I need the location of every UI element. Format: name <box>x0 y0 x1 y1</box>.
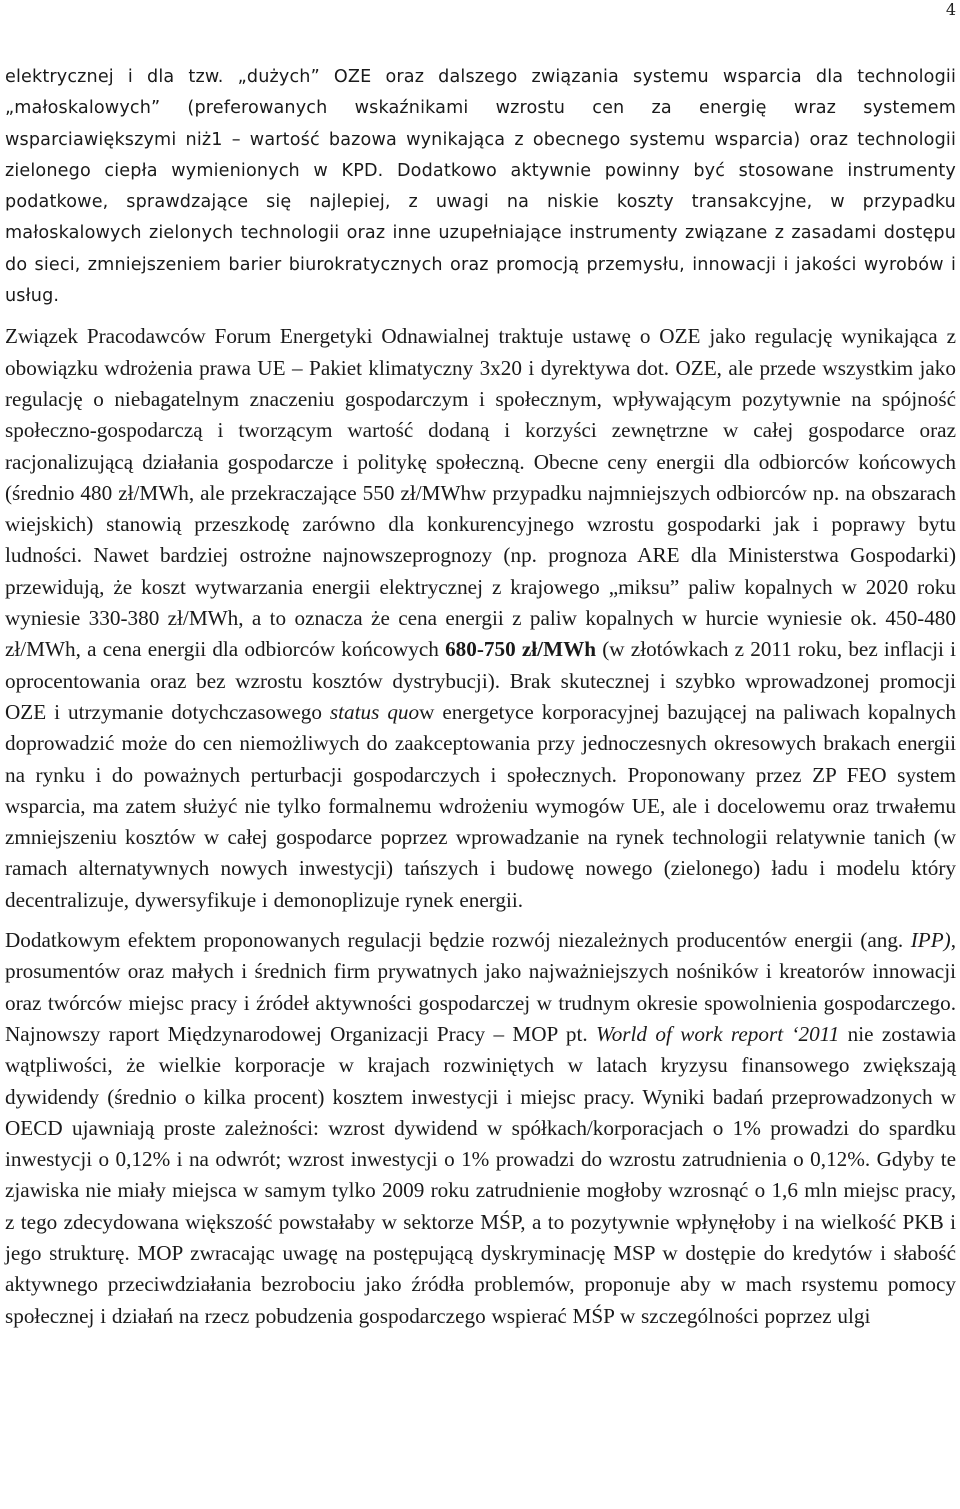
paragraph-3-ipp: IPP) <box>910 928 951 953</box>
paragraph-1-text: elektrycznej i dla tzw. „dużych” OZE oraz dalszego związania systemu wsparcia dla technologii „małoskalowych” (preferowanych wskaźnikami wzrostu cen za energię wraz systemem wsparciawiększymi niż1 – wartość bazowa wynikająca z obecnego systemu wsparcia) oraz technologii zielonego ciepła wymienionych w KPD. Dodatkowo aktywnie powinny być stosowane instrumenty podatkowe, sprawdzające się najlepiej, z uwagi na niskie koszty transakcyjne, w przypadku małoskalowych zielonych technologii oraz inne uzupełniające instrumenty związane z zasadami dostępu do sieci, zmniejszeniem barier biurokratycznych oraz promocją przemysłu, innowacji i jakości wyrobów i usług. <box>5 67 956 307</box>
paragraph-2-text-b: (w złotówkach z 2011 roku, bez inflacji i oprocentowania oraz bez wzrostu kosztów dystrybucji). Brak skutecznej i szybko wprowadzonej promocji OZE i utrzymanie dotychczasowego <box>5 637 957 724</box>
paragraph-3 <box>5 925 956 1332</box>
paragraph-3-text-c: nie zostawia wątpliwości, że wielkie korporacje w krajach rozwiniętych w latach kryzysu finansowego zwiększają dywidendy (średnio o kilka procent) kosztem inwestycji i miejsc pracy. Wyniki badań przeprowadzonych w OECD ujawniają proste zależności: wzrost dywidend w spółkach/korporacjach o 1% prowadzi do spardku inwestycji o 0,12% i na odwrót; wzrost inwestycji o 1% prowadzi do wzrostu zatrudnienia o 0,12%. Gdyby te zjawiska nie miały miejsca w samym tylko 2009 roku zatrudnienie mogłoby wzrosnąć o 1,6 mln miejsc pracy, z tego zdecydowana większość powstałaby w sektorze MŚP, a to pozytywnie wpłynęłoby i na wielkość PKB i jego strukturę. MOP zwracając uwagę na postępującą dyskryminację MSP w dostępie do kredytów i słabość aktywnego przeciwdziałania bezrobociu jako źródła problemów, proponuje aby w mach rsystemu pomocy społecznej i działań na rzecz pobudzenia gospodarczego wspierać MŚP w szczególności poprzez ulgi <box>5 1021 956 1328</box>
paragraph-2-text-a: Związek Pracodawców Forum Energetyki Odnawialnej traktuje ustawę o OZE jako regulację wynikająca z obowiązku wdrożenia prawa UE – Pakiet klimatyczny 3x20 i dyrektywa dot. OZE, ale przede wszystkim jako regulację o niebagatelnym znaczeniu gospodarczym i społecznym, wpływającym pozytywnie na spójność społeczno-gospodarczą i tworzącym wartość dodaną i korzyści zewnętrzne w całej gospodarce oraz racjonalizującą działania gospodarcze i politykę społeczną. Obecne ceny energii dla odbiorców końcowych (średnio 480 zł/MWh, ale przekraczające 550 zł/MWhw przypadku najmniejszych odbiorców np. na obszarach wiejskich) stanowią przeszkodę zarówno dla konkurencyjnego wzrostu gospodarki jak i poprawy bytu ludności. Nawet bardziej ostrożne najnowszeprognozy (np. prognoza ARE dla Ministerstwa Gospodarki) przewidują, że koszt wytwarzania energii elektrycznej z krajowego „miksu” paliw kopalnych w 2020 roku wyniesie 330-380 zł/MWh, a to oznacza że cena energii z paliw kopalnych w hurcie wyniesie ok. 450-480 zł/MWh, a cena energii dla odbiorców końcowych <box>5 324 956 662</box>
paragraph-3-text-a: Dodatkowym efektem proponowanych regulacji będzie rozwój niezależnych producentów energii (ang. <box>5 928 911 953</box>
paragraph-2-status-quo: status quo <box>329 699 420 724</box>
paragraph-2-text-c: w energetyce korporacyjnej bazującej na paliwach kopalnych doprowadzić może do cen niemożliwych do zaakceptowania przy jednoczesnych okresowych brakach energii na rynku i do poważnych perturbacji gospodarczych i społecznych. Proponowany przez ZP FEO system wsparcia, ma zatem służyć nie tylko formalnemu wdrożeniu wymogów UE, ale i docelowemu oraz trwałemu zmniejszeniu kosztów w całej gospodarce poprzez wprowadzanie na rynek technologii relatywnie tanich (w ramach alternatywnych nowych inwestycji) tańszych i budowę nowego (zielonego) ładu i modelu który decentralizuje, dywersyfikuje i demonoplizuje rynek energii. <box>5 699 957 912</box>
paragraph-3-report-title: World of work report ‘2011 <box>596 1021 840 1046</box>
paragraph-1 <box>5 62 956 312</box>
body-text <box>5 62 956 1332</box>
paragraph-3-text-b: , prosumentów oraz małych i średnich firm prywatnych jako najważniejszych nośników i kreatorów innowacji oraz twórców miejsc pracy i źródeł aktywności gospodarczej w trudnym okresie spowolnienia gospodarczego. Najnowszy raport Międzynarodowej Organizacji Pracy – MOP pt. <box>5 928 956 1046</box>
paragraph-2-price-highlight: 680-750 zł/MWh <box>445 637 597 662</box>
page-number: 4 <box>945 0 956 19</box>
paragraph-2 <box>5 321 956 916</box>
